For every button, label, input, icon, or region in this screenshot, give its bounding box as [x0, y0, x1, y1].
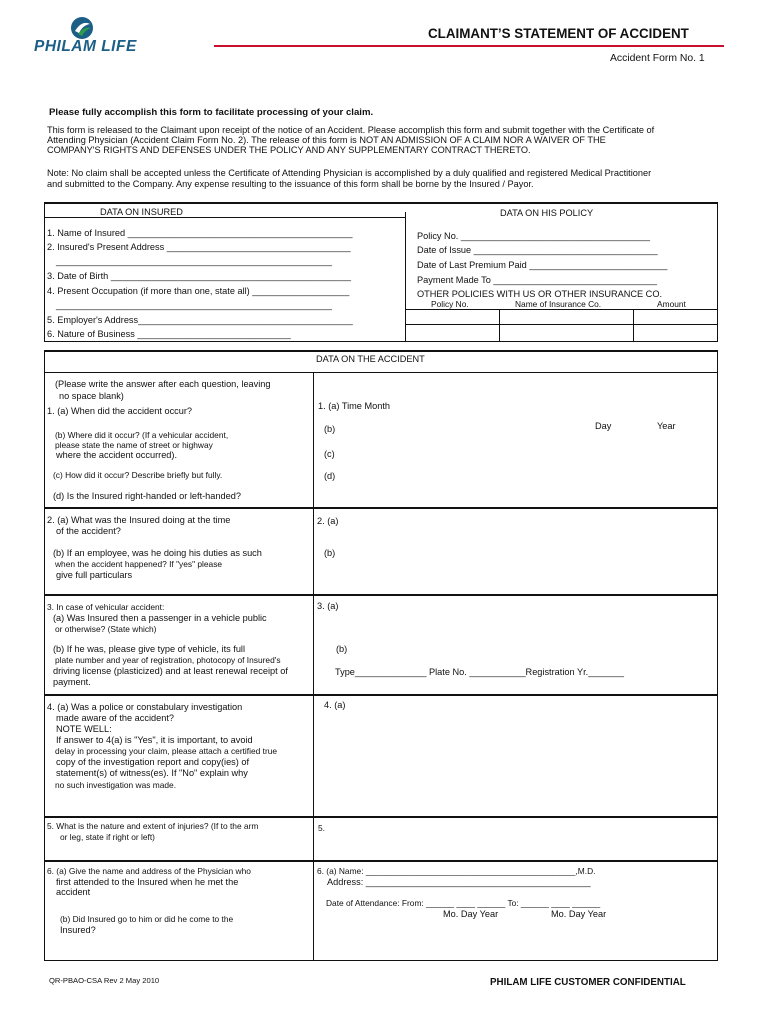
employer-address-field[interactable]: 5. Employer's Address__________________________________________ [47, 315, 353, 325]
form-code: QR-PBAO-CSA Rev 2 May 2010 [49, 976, 160, 985]
instruction-text: Please fully accomplish this form to facilitate processing of your claim. [49, 107, 374, 118]
a1a-year[interactable]: Year [657, 421, 676, 431]
a5-label[interactable]: 5. [318, 823, 325, 833]
q3a-line1: (a) Was Insured then a passenger in a vehicle public [53, 613, 267, 623]
payment-made-to-field[interactable]: Payment Made To ________________________________ [417, 275, 657, 285]
q4-line8: no such investigation was made. [55, 780, 177, 790]
confidential-label: PHILAM LIFE CUSTOMER CONFIDENTIAL [490, 977, 686, 988]
q3b-line1: (b) If he was, please give type of vehicle, its full [53, 644, 246, 654]
a1a-day[interactable]: Day [595, 421, 612, 431]
accident-right-border [717, 350, 718, 961]
q1b-line1: (b) Where did it occur? (If a vehicular accident, [55, 430, 229, 440]
occupation-field[interactable]: 4. Present Occupation (if more than one, state all) ___________________ [47, 286, 350, 296]
a3b-label[interactable]: (b) [336, 644, 348, 654]
other-policies-heading: OTHER POLICIES WITH US OR OTHER INSURANCE CO. [417, 289, 663, 299]
q6b-line1: (b) Did Insured go to him or did he come to the [60, 914, 234, 924]
physician-address-field[interactable]: Address: ____________________________________________ [327, 877, 591, 887]
a1a-time-month[interactable]: 1. (a) Time Month [318, 401, 390, 411]
row1-divider [44, 507, 718, 509]
occupation-continuation[interactable]: ______________________________________________________ [56, 300, 332, 310]
row3-divider [44, 694, 718, 696]
insured-address-field[interactable]: 2. Insured's Present Address ____________________________________ [47, 242, 351, 252]
policy-number-field[interactable]: Policy No. _____________________________________ [417, 231, 650, 241]
col-amount: Amount [657, 299, 686, 309]
q4-line5: delay in processing your claim, please attach a certified true [55, 746, 278, 756]
question-intro-line2: no space blank) [59, 391, 124, 401]
q3b-line2: plate number and year of registration, photocopy of Insured's [55, 655, 281, 665]
row4-divider [44, 816, 718, 818]
form-number: Accident Form No. 1 [610, 53, 705, 64]
accident-mid-divider [313, 372, 314, 961]
accident-heading-underline [44, 372, 718, 373]
vehicle-type-plate-registration-field[interactable]: Type______________ Plate No. ___________Registration Yr._______ [335, 667, 624, 677]
q3b-line4: payment. [53, 677, 91, 687]
q1b-line2: please state the name of street or highway [55, 440, 213, 450]
q4-line1: 4. (a) Was a police or constabulary investigation [47, 702, 243, 712]
insured-heading: DATA ON INSURED [100, 207, 183, 217]
q3b-line3: driving license (plasticized) and at least renewal receipt of [53, 666, 288, 676]
a4a-label[interactable]: 4. (a) [324, 700, 346, 710]
other-policies-table-mid [405, 324, 718, 325]
q1a-text: 1. (a) When did the accident occur? [47, 406, 193, 416]
section1-middle-divider [405, 212, 406, 342]
release-paragraph-line3: COMPANY'S RIGHTS AND DEFENSES UNDER THE POLICY AND ANY SUPPLEMENTARY CONTRACT THERETO. [47, 145, 531, 155]
insured-name-field[interactable]: 1. Name of Insured ____________________________________________ [47, 228, 353, 238]
q5-line1: 5. What is the nature and extent of injuries? (If to the arm [47, 821, 259, 831]
date-of-issue-field[interactable]: Date of Issue ____________________________________ [417, 245, 658, 255]
q2b-line2: when the accident happened? If "yes" please [55, 559, 223, 569]
attendance-from-date-labels: Mo. Day Year [443, 909, 499, 919]
page-title: CLAIMANT’S STATEMENT OF ACCIDENT [428, 26, 689, 41]
section1-right-border [717, 202, 718, 342]
q6a-line2: first attended to the Insured when he met the [56, 877, 239, 887]
other-policies-table-top [405, 309, 718, 310]
accident-heading: DATA ON THE ACCIDENT [316, 354, 425, 364]
accident-bottom-border [44, 960, 718, 961]
a1b-label[interactable]: (b) [324, 424, 336, 434]
q2b-line1: (b) If an employee, was he doing his duties as such [53, 548, 262, 558]
q4-line7: statement(s) of witness(es). If "No" explain why [56, 768, 248, 778]
q4-line4: If answer to 4(a) is "Yes", it is important, to avoid [56, 735, 253, 745]
a1d-label[interactable]: (d) [324, 471, 336, 481]
a1c-label[interactable]: (c) [324, 449, 335, 459]
attendance-to-date-labels: Mo. Day Year [551, 909, 607, 919]
last-premium-field[interactable]: Date of Last Premium Paid ___________________________ [417, 260, 668, 270]
other-policies-col-divider-1 [499, 309, 500, 342]
date-of-attendance-field[interactable]: Date of Attendance: From: ______ ____ ______ To: ______ ____ ______ [326, 898, 601, 908]
col-policy-no: Policy No. [431, 299, 469, 309]
a2a-label[interactable]: 2. (a) [317, 516, 339, 526]
accident-top-border [44, 350, 718, 352]
q1d-text: (d) Is the Insured right-handed or left-handed? [53, 491, 241, 501]
other-policies-col-divider-2 [633, 309, 634, 342]
note-line1: Note: No claim shall be accepted unless the Certificate of Attending Physician is accomplished by a duly qualified and registered Medical Practitioner [47, 168, 652, 178]
release-paragraph-line2: Attending Physician (Accident Claim Form No. 2). The release of this form is NOT AN ADMISSION OF A CLAIM NOR A WAIVER OF THE [47, 135, 606, 145]
q6a-line3: accident [56, 887, 91, 897]
nature-of-business-field[interactable]: 6. Nature of Business ______________________________ [47, 329, 291, 339]
insured-address-continuation[interactable]: ______________________________________________________ [56, 256, 332, 266]
question-intro-line1: (Please write the answer after each question, leaving [55, 379, 271, 389]
section1-left-border [44, 202, 45, 342]
q6a-line1: 6. (a) Give the name and address of the Physician who [47, 866, 251, 876]
q4-line2: made aware of the accident? [56, 713, 174, 723]
col-insurance-co: Name of Insurance Co. [515, 299, 602, 309]
q3-line1: 3. In case of vehicular accident: [47, 602, 165, 612]
q2a-line1: 2. (a) What was the Insured doing at the time [47, 515, 231, 525]
note-line2: and submitted to the Company. Any expense resulting to the issuance of this form shall be borne by the Insured / Payor. [47, 179, 534, 189]
q1c-text: (c) How did it occur? Describe briefly but fully. [53, 470, 223, 480]
section1-heading-underline-left [44, 217, 406, 218]
row2-divider [44, 594, 718, 596]
q2a-line2: of the accident? [56, 526, 121, 536]
section1-bottom-border [44, 341, 718, 342]
accident-left-border [44, 350, 45, 961]
header-red-rule [214, 45, 724, 47]
section1-top-border [44, 202, 718, 204]
q3a-line2: or otherwise? (State which) [55, 624, 157, 634]
row5-divider [44, 860, 718, 862]
q5-line2: or leg, state if right or left) [60, 832, 155, 842]
q1b-line3: where the accident occurred). [56, 450, 178, 460]
logo-text: PHILAM LIFE [34, 38, 137, 55]
q4-line6: copy of the investigation report and copy(ies) of [56, 757, 250, 767]
a2b-label[interactable]: (b) [324, 548, 336, 558]
policy-heading: DATA ON HIS POLICY [500, 208, 594, 218]
physician-name-field[interactable]: 6. (a) Name: _____________________________________________,M.D. [317, 866, 596, 876]
date-of-birth-field[interactable]: 3. Date of Birth _______________________________________________ [47, 271, 351, 281]
q4-note-well: NOTE WELL: [56, 724, 112, 734]
release-paragraph-line1: This form is released to the Claimant upon receipt of the notice of an Accident. Please accomplish this form and submit together with the Certificate of [47, 125, 655, 135]
q6b-line2: Insured? [60, 925, 96, 935]
philam-logo-icon [70, 16, 94, 40]
a3a-label[interactable]: 3. (a) [317, 601, 339, 611]
q2b-line3: give full particulars [56, 570, 133, 580]
